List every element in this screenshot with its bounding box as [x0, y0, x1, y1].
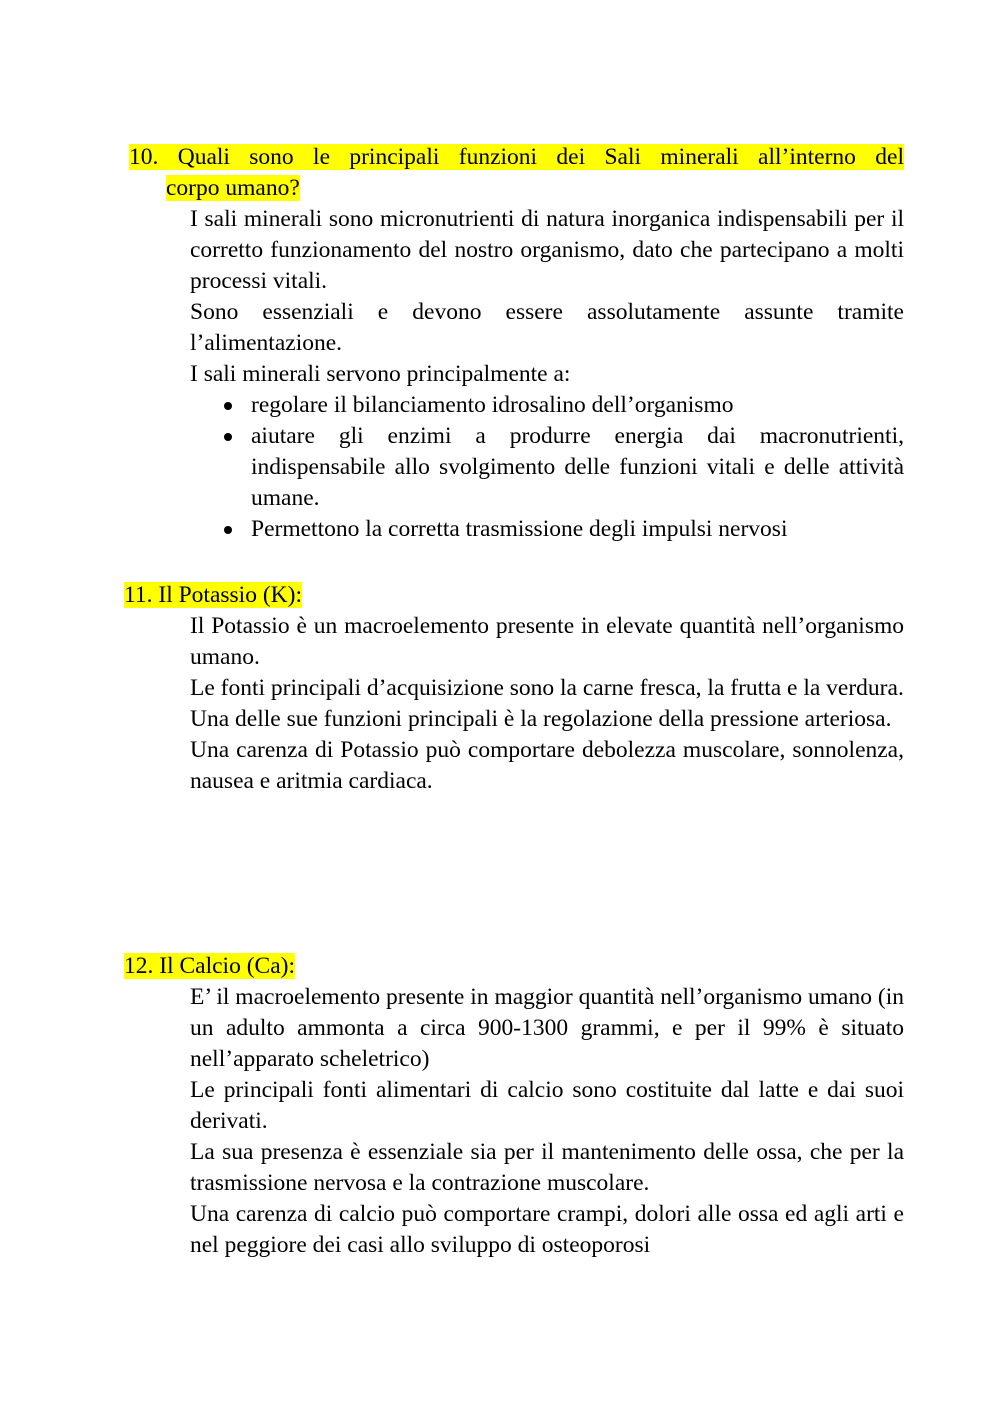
section-12-heading: [124, 951, 899, 982]
bullet-icon: [224, 433, 232, 441]
section-10-paragraph: I sali minerali servono principalmente a:: [190, 361, 571, 387]
list-item-text: regolare il bilanciamento idrosalino dell’organismo: [251, 392, 734, 418]
section-10-paragraph: Sono essenziali e devono essere assolutamente assunte tramite l’alimentazione.: [190, 299, 904, 356]
section-10-heading-line1: 10. Quali sono le principali funzioni dei Sali minerali all’interno del: [129, 144, 904, 170]
list-item-text: Permettono la corretta trasmissione degli impulsi nervosi: [251, 516, 788, 542]
bullet-icon: [224, 402, 232, 410]
section-10-body: [190, 204, 904, 545]
list-item: [190, 514, 904, 545]
section-12-paragraph: E’ il macroelemento presente in maggior quantità nell’organismo umano (in un adulto ammonta a circa 900-1300 grammi, e per il 99% è situato nell’apparato scheletrico): [190, 984, 904, 1072]
section-10-heading: [129, 142, 904, 204]
section-10-bullet-list: [190, 390, 904, 545]
section-11-paragraph: Una delle sue funzioni principali è la regolazione della pressione arteriosa.: [190, 706, 892, 732]
bullet-icon: [224, 526, 232, 534]
section-12-heading-text: 12. Il Calcio (Ca):: [124, 953, 295, 979]
list-item: [190, 421, 904, 514]
section-11-heading: [124, 580, 899, 611]
section-12-paragraph: Le principali fonti alimentari di calcio sono costituite dal latte e dai suoi derivati.: [190, 1077, 904, 1134]
list-item: [190, 390, 904, 421]
section-11-body: [190, 611, 904, 797]
section-11-paragraph: Il Potassio è un macroelemento presente in elevate quantità nell’organismo umano.: [190, 613, 904, 670]
section-11-paragraph: Le fonti principali d’acquisizione sono la carne fresca, la frutta e la verdura.: [190, 675, 904, 701]
section-10-heading-line2: corpo umano?: [166, 175, 300, 201]
section-10-paragraph: I sali minerali sono micronutrienti di natura inorganica indispensabili per il corretto funzionamento del nostro organismo, dato che partecipano a molti processi vitali.: [190, 206, 904, 294]
section-11-heading-text: 11. Il Potassio (K):: [124, 582, 302, 608]
section-12-paragraph: Una carenza di calcio può comportare crampi, dolori alle ossa ed agli arti e nel peggiore dei casi allo sviluppo di osteoporosi: [190, 1201, 904, 1258]
section-11-paragraph: Una carenza di Potassio può comportare debolezza muscolare, sonnolenza, nausea e aritmia cardiaca.: [190, 737, 904, 794]
section-12-body: [190, 982, 904, 1261]
section-12-paragraph: La sua presenza è essenziale sia per il mantenimento delle ossa, che per la trasmissione nervosa e la contrazione muscolare.: [190, 1139, 904, 1196]
list-item-text: aiutare gli enzimi a produrre energia dai macronutrienti, indispensabile allo svolgimento delle funzioni vitali e delle attività umane.: [251, 423, 904, 511]
